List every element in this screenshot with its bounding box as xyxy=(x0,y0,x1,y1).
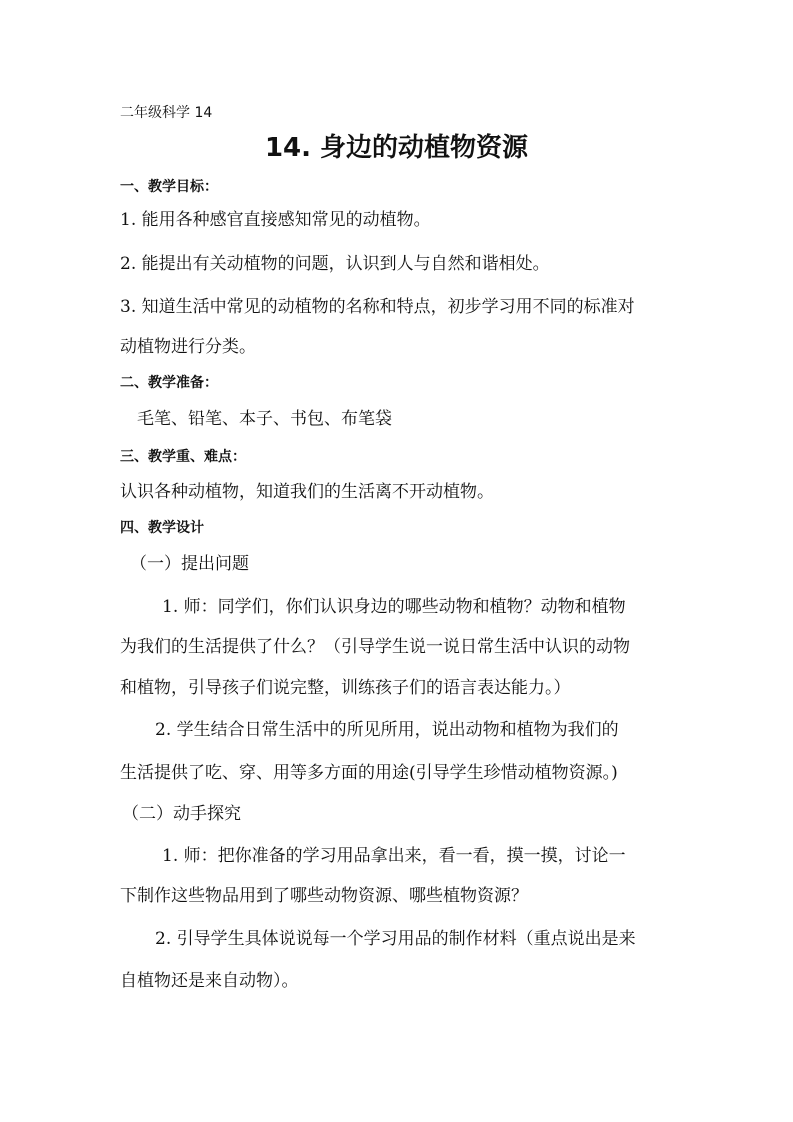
part1-line: 生活提供了吃、穿、用等多方面的用途(引导学生珍惜动植物资源。) xyxy=(120,763,618,783)
document-title: 14. 身边的动植物资源 xyxy=(264,133,529,163)
course-label: 二年级科学 14 xyxy=(120,105,213,121)
goal-item-continued: 动植物进行分类。 xyxy=(120,337,256,357)
part1-line: 1. 师：同学们，你们认识身边的哪些动物和植物？动物和植物 xyxy=(162,597,626,617)
design-heading: 四、教学设计 xyxy=(120,520,204,536)
part1-line: 2. 学生结合日常生活中的所见所用，说出动物和植物为我们的 xyxy=(155,720,619,740)
goal-item: 3. 知道生活中常见的动植物的名称和特点，初步学习用不同的标准对 xyxy=(120,297,635,317)
goal-item: 1. 能用各种感官直接感知常见的动植物。 xyxy=(120,210,431,230)
part2-line: 自植物还是来自动物）。 xyxy=(120,971,299,991)
preparation-heading: 二、教学准备： xyxy=(120,375,218,391)
key-points-text: 认识各种动植物，知道我们的生活离不开动植物。 xyxy=(120,482,494,502)
key-points-heading: 三、教学重、难点： xyxy=(120,449,246,465)
part2-line: 2. 引导学生具体说说每一个学习用品的制作材料（重点说出是来 xyxy=(155,929,636,949)
part1-line: 和植物，引导孩子们说完整，训练孩子们的语言表达能力。） xyxy=(120,678,571,698)
goal-item: 2. 能提出有关动植物的问题，认识到人与自然和谐相处。 xyxy=(120,254,550,274)
part2-line: 下制作这些物品用到了哪些动物资源、哪些植物资源？ xyxy=(120,886,528,906)
part1-heading: （一）提出问题 xyxy=(130,554,249,574)
part2-line: 1. 师：把你准备的学习用品拿出来，看一看，摸一摸，讨论一 xyxy=(162,846,626,866)
part2-heading: （二）动手探究 xyxy=(122,804,241,824)
goals-heading: 一、教学目标： xyxy=(120,179,218,195)
part1-line: 为我们的生活提供了什么？（引导学生说一说日常生活中认识的动物 xyxy=(120,637,630,657)
preparation-text: 毛笔、铅笔、本子、书包、布笔袋 xyxy=(137,409,392,429)
